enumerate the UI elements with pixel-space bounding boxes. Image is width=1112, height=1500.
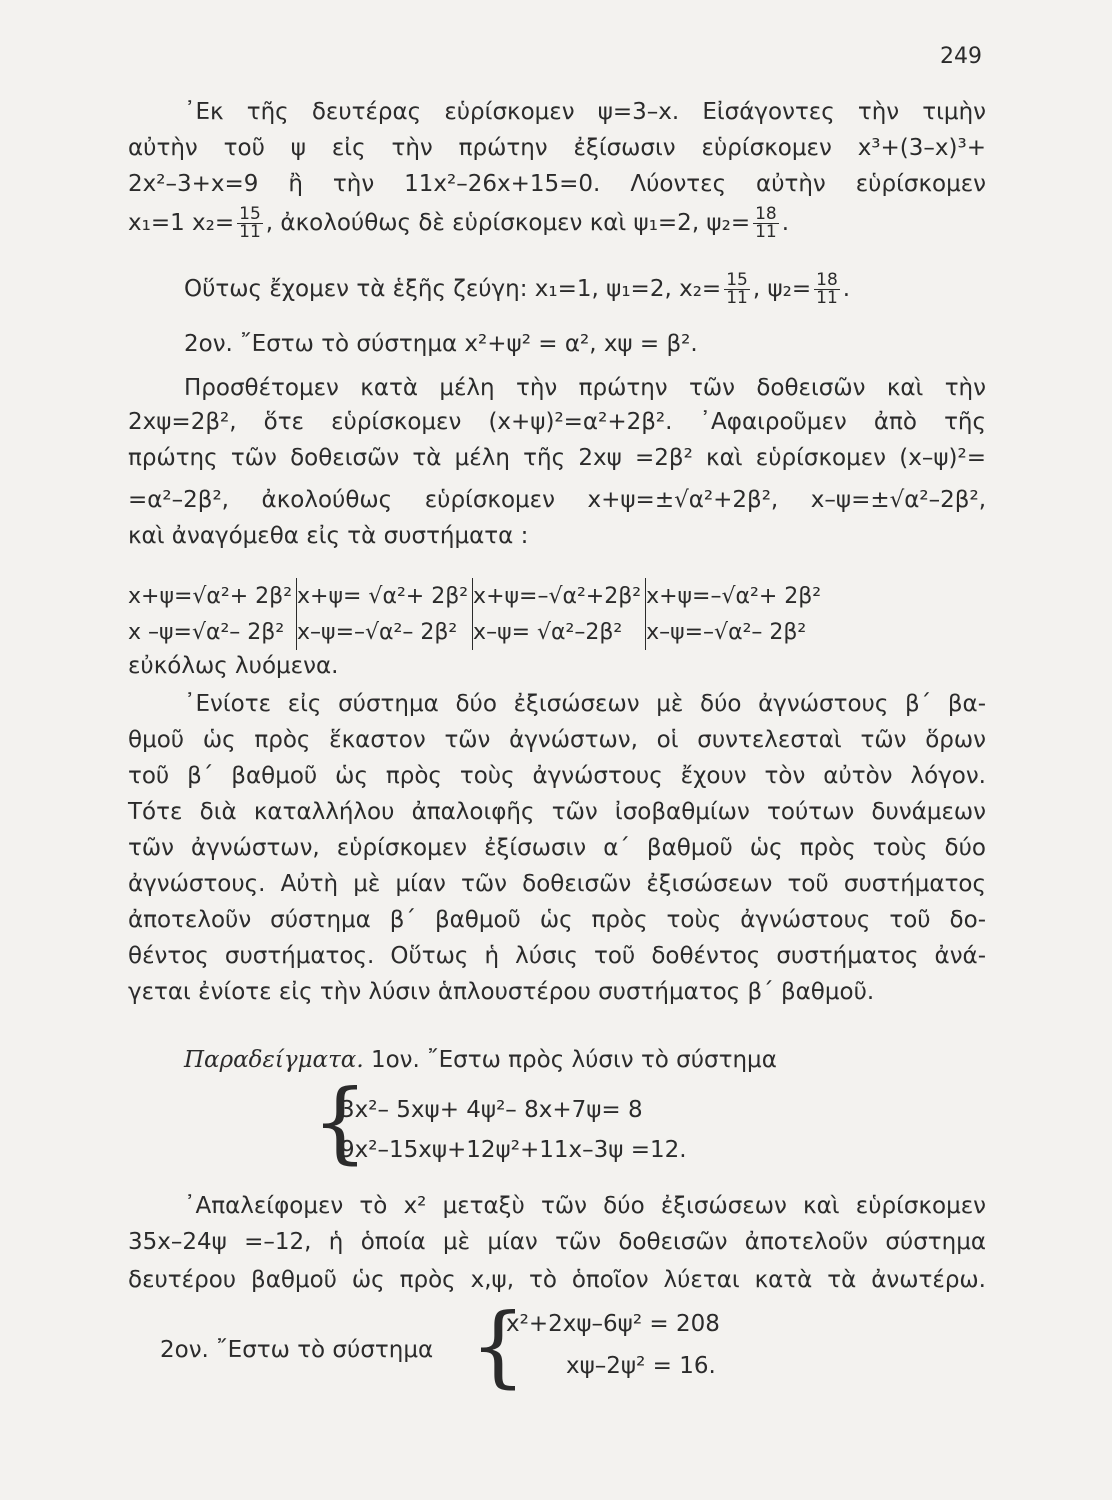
fraction: $\frac{18}{11}$ <box>755 204 777 242</box>
text-line: 2ον. ῎Εστω τὸ σύστημα x²+ψ² = α², xψ = β². <box>184 331 698 357</box>
system1-eq2: 9x²–15xψ+12ψ²+11x–3ψ =12. <box>340 1137 687 1163</box>
text-line: δευτέρου βαθμοῦ ὡς πρὸς x,ψ, τὸ ὁποῖον λύεται κατὰ τὰ ἀνωτέρω. <box>128 1267 986 1293</box>
system2-eq1: x²+2xψ–6ψ² = 208 <box>506 1311 720 1337</box>
text-line: 2xψ=2β², ὅτε εὑρίσκομεν (x+ψ)²=α²+2β². ᾿Αφαιροῦμεν ἀπὸ τῆς <box>128 409 986 435</box>
text-line: ᾿Εκ τῆς δευτέρας εὑρίσκομεν ψ=3–x. Εἰσάγοντες τὴν τιμὴν <box>184 99 986 125</box>
text-line: καὶ ἀναγόμεθα εἰς τὰ συστήματα : <box>128 523 529 549</box>
system-cell: x–ψ= √α²–2β² <box>473 614 646 650</box>
text-line: γεται ἐνίοτε εἰς τὴν λύσιν ἁπλουστέρου συστήματος β΄ βαθμοῦ. <box>128 979 875 1005</box>
text-line: εὐκόλως λυόμενα. <box>128 653 339 679</box>
examples-line <box>184 1044 986 1076</box>
system-cell: x –ψ=√α²– 2β² <box>128 614 297 650</box>
text-line: θμοῦ ὡς πρὸς ἕκαστον τῶν ἀγνώστων, οἱ συντελεσταὶ τῶν ὅρων <box>128 727 986 753</box>
fraction: $\frac{15}{11}$ <box>239 204 261 242</box>
text-line: Προσθέτομεν κατὰ μέλη τὴν πρώτην τῶν δοθεισῶν καὶ τὴν <box>184 375 986 401</box>
text-line: τῶν ἀγνώστων, εὑρίσκομεν ἐξίσωσιν α΄ βαθμοῦ ὡς πρὸς τοὺς δύο <box>128 835 986 861</box>
system-cell: x–ψ=–√α²– 2β² <box>297 614 473 650</box>
text-line: πρώτης τῶν δοθεισῶν τὰ μέλη τῆς 2xψ =2β² καὶ εὑρίσκομεν (x–ψ)²= <box>128 445 986 471</box>
text-line: 2x²–3+x=9 ἢ τὴν 11x²–26x+15=0. Λύοντες αὐτὴν εὑρίσκομεν <box>128 171 986 197</box>
left-brace-icon: { <box>470 1294 526 1397</box>
text-line: θέντος συστήματος. Οὕτως ἡ λύσις τοῦ δοθέντος συστήματος ἀνά- <box>128 943 986 969</box>
systems-table <box>128 578 988 650</box>
text-line: ᾿Ενίοτε εἰς σύστημα δύο ἐξισώσεων μὲ δύο ἀγνώστους β΄ βα- <box>184 691 986 717</box>
text-line-fractions: x₁=1 x₂= $\frac{15}{11}$ , ἀκολούθως δὲ εὑρίσκομεν καὶ ψ₁=2, ψ₂= $\frac{18}{11}$ . <box>128 204 790 242</box>
text-line: αὐτὴν τοῦ ψ εἰς τὴν πρώτην ἐξίσωσιν εὑρίσκομεν x³+(3–x)³+ <box>128 135 986 161</box>
system-cell: x+ψ=–√α²+ 2β² <box>646 583 822 609</box>
fraction: $\frac{15}{11}$ <box>726 270 748 308</box>
text-line: =α²–2β², ἀκολούθως εὑρίσκομεν x+ψ=±√α²+2β², x–ψ=±√α²–2β², <box>128 487 986 513</box>
system-cell: x+ψ=√α²+ 2β² <box>128 578 297 614</box>
text-line: ἀγνώστους. Αὐτὴ μὲ μίαν τῶν δοθεισῶν ἐξισώσεων τοῦ συστήματος <box>128 871 986 897</box>
system-cell: x+ψ= √α²+ 2β² <box>297 578 473 614</box>
systems-row <box>128 578 827 614</box>
system-cell: x–ψ=–√α²– 2β² <box>646 619 807 645</box>
left-brace-icon: { <box>312 1070 368 1173</box>
text-line: ᾿Απαλείφομεν τὸ x² μεταξὺ τῶν δύο ἐξισώσεων καὶ εὑρίσκομεν <box>184 1193 986 1219</box>
text-line: ἀποτελοῦν σύστημα β΄ βαθμοῦ ὡς πρὸς τοὺς ἀγνώστους τοῦ δο- <box>128 907 986 933</box>
systems-row <box>128 614 827 650</box>
example2-label: 2ον. ῎Εστω τὸ σύστημα <box>160 1337 434 1363</box>
page-number: 249 <box>940 44 982 69</box>
system-cell: x+ψ=–√α²+2β² <box>473 578 646 614</box>
fraction: $\frac{18}{11}$ <box>816 270 838 308</box>
system2-eq2: xψ–2ψ² = 16. <box>566 1353 716 1379</box>
text-line: τοῦ β΄ βαθμοῦ ὡς πρὸς τοὺς ἀγνώστους ἔχουν τὸν αὐτὸν λόγον. <box>128 763 986 789</box>
text-line-fractions: Οὕτως ἔχομεν τὰ ἑξῆς ζεύγη: x₁=1, ψ₁=2, x₂= $\frac{15}{11}$ , ψ₂= $\frac{18}{11}$ . <box>184 270 851 308</box>
system1-eq1: 3x²– 5xψ+ 4ψ²– 8x+7ψ= 8 <box>340 1097 643 1123</box>
examples-text: 1ον. ῎Εστω πρὸς λύσιν τὸ σύστημα <box>370 1047 777 1073</box>
examples-heading: Παραδείγματα. <box>184 1047 364 1073</box>
text-line: 35x–24ψ =–12, ἡ ὁποία μὲ μίαν τῶν δοθεισῶν ἀποτελοῦν σύστημα <box>128 1229 986 1255</box>
text-line: Τότε διὰ καταλλήλου ἀπαλοιφῆς τῶν ἰσοβαθμίων τούτων δυνάμεων <box>128 799 986 825</box>
